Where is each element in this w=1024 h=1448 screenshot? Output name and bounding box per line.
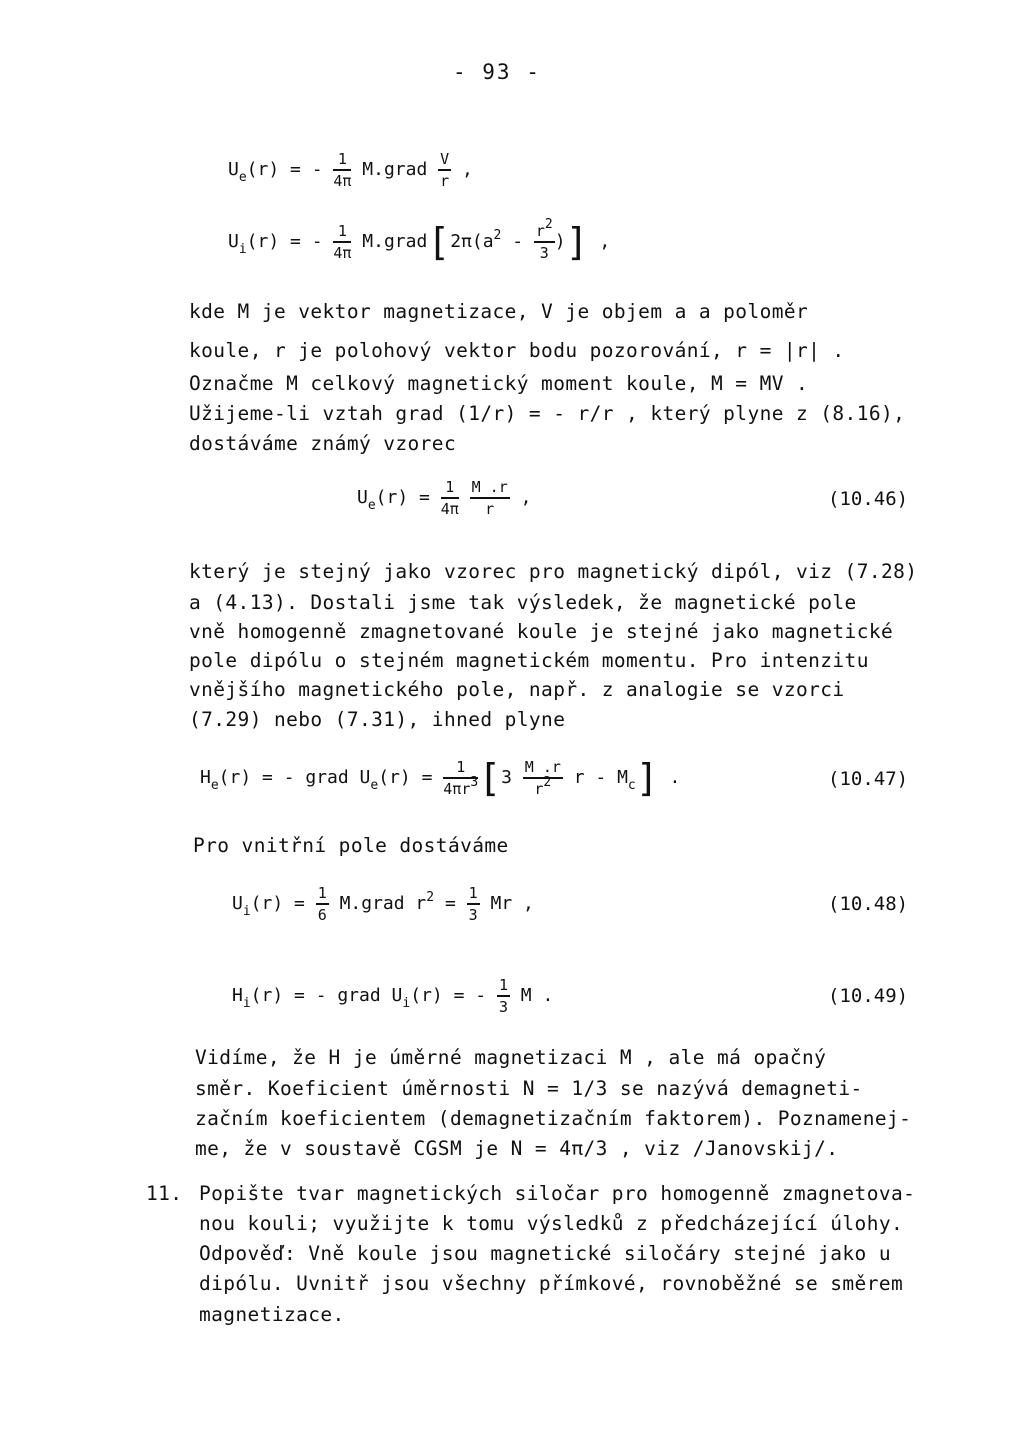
- paragraph-line: Užijeme-li vztah grad (1/r) = - r/r , který plyne z (8.16),: [189, 402, 906, 425]
- paragraph-line: vnějšího magnetického pole, např. z analogie se vzorci: [189, 678, 845, 701]
- paragraph-line: kde M je vektor magnetizace, V je objem a a poloměr: [189, 300, 809, 323]
- paragraph-line: Označme M celkový magnetický moment koule, M = MV .: [189, 372, 809, 395]
- paragraph-line: začním koeficientem (demagnetizačním faktorem). Poznamenej-: [195, 1107, 912, 1130]
- item-line: Odpověď: Vně koule jsou magnetické siločáry stejné jako u: [199, 1242, 891, 1265]
- equation-10-48: $U_i(r)$ = $\frac{1}{6}$ M.grad $r^2$ = $\frac{1}{3}$ Mr ,: [232, 884, 534, 924]
- paragraph-line: dostáváme známý vzorec: [189, 432, 457, 455]
- paragraph-line: směr. Koeficient úměrnosti N = 1/3 se nazývá demagneti-: [195, 1077, 863, 1100]
- item-line: Popište tvar magnetických siločar pro homogenně zmagnetova-: [199, 1182, 916, 1205]
- equation-label: (10.49): [828, 985, 909, 1007]
- item-line: nou kouli; využijte k tomu výsledků z předcházející úlohy.: [199, 1212, 904, 1235]
- paragraph-line: pole dipólu o stejném magnetickém momentu. Pro intenzitu: [189, 649, 869, 672]
- item-line: dipólu. Uvnitř jsou všechny přímkové, rovnoběžné se směrem: [199, 1272, 904, 1295]
- paragraph-line: který je stejný jako vzorec pro magnetický dipól, viz (7.28): [189, 560, 918, 583]
- equation-ue-external: $U_e(r)$ = - $\frac{1}{4\pi}$ M.grad $\frac{V}{r}$ ,: [228, 150, 473, 190]
- equation-10-49: $H_i(r)$ = - grad $U_i(r)$ = - $\frac{1}{3}$ M .: [232, 976, 554, 1016]
- paragraph-line: (7.29) nebo (7.31), ihned plyne: [189, 708, 566, 731]
- equation-10-46: $U_e(r)$ = $\frac{1}{4\pi}$ $\frac{M .r}{r}$ ,: [357, 478, 532, 518]
- paragraph-line: me, že v soustavě CGSM je N = 4π/3 , viz /Janovskij/.: [195, 1137, 839, 1160]
- equation-label: (10.46): [828, 488, 909, 510]
- equation-label: (10.47): [828, 768, 909, 790]
- equation-label: (10.48): [828, 893, 909, 915]
- equation-10-47: $H_e(r)$ = - grad $U_e(r)$ = $\frac{1}{4\pi r3}$ [3 $\frac{M .r}{r2}$ r - $M_c$] .: [200, 756, 681, 800]
- item-line: magnetizace.: [199, 1303, 345, 1326]
- paragraph-line: a (4.13). Dostali jsme tak výsledek, že magnetické pole: [189, 591, 857, 614]
- equation-ui-internal: $U_i(r)$ = - $\frac{1}{4\pi}$ $M.grad[2\pi(a^2$ - $\frac{r2}{3}$ )] ,: [228, 217, 611, 264]
- paragraph-line: koule, r je polohový vektor bodu pozorování, r = |r| .: [189, 339, 845, 362]
- paragraph-line: Vidíme, že H je úměrné magnetizaci M , ale má opačný: [195, 1046, 827, 1069]
- item-number: 11.: [146, 1182, 183, 1205]
- page-number: - 93 -: [453, 60, 541, 84]
- paragraph-line: Pro vnitřní pole dostáváme: [193, 834, 509, 857]
- paragraph-line: vně homogenně zmagnetované koule je stejné jako magnetické: [189, 620, 894, 643]
